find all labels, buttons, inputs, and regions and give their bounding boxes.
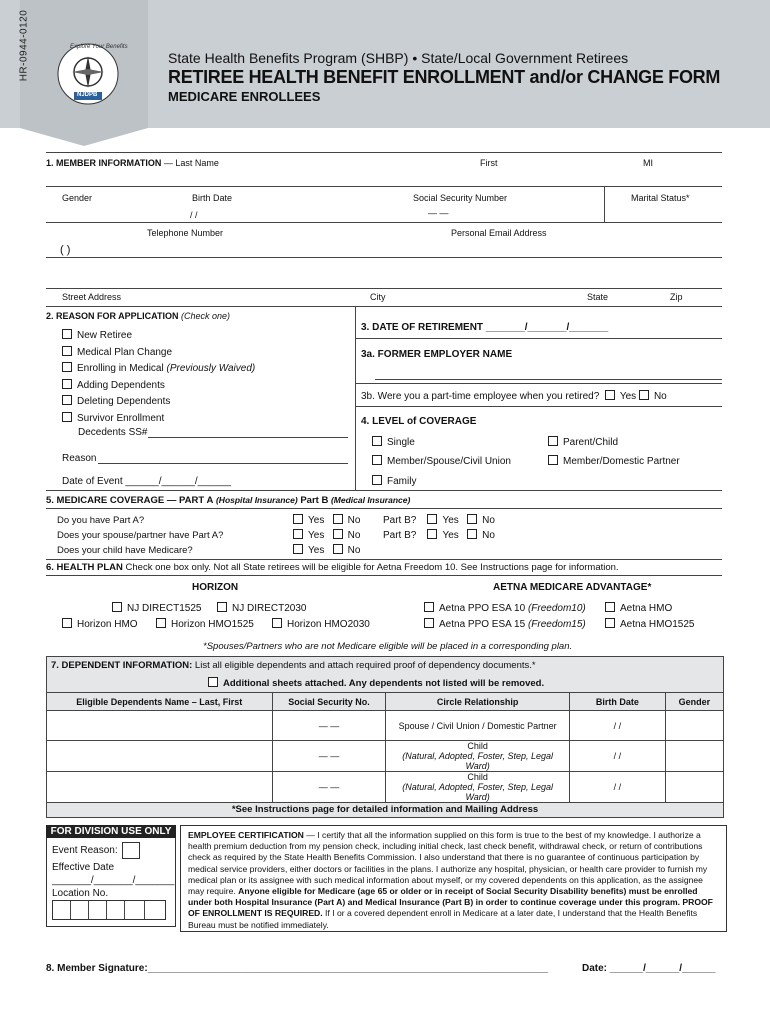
- checkbox[interactable]: [293, 514, 303, 524]
- part-time-question: 3b. Were you a part-time employee when you retired? Yes No: [361, 391, 667, 402]
- col-gender: Gender: [665, 693, 723, 711]
- horizon-heading: HORIZON: [192, 582, 239, 593]
- reason-adding[interactable]: Adding Dependents: [62, 379, 165, 391]
- checkbox[interactable]: [62, 346, 72, 356]
- s6-heading: 6. HEALTH PLAN Check one box only. Not all State retirees will be eligible for Aetna Freedom 10. See Instructions page for information.: [46, 562, 619, 573]
- checkbox[interactable]: [424, 618, 434, 628]
- ssn-label: Social Security Number: [413, 193, 508, 203]
- plan-aetna-ppo15[interactable]: Aetna PPO ESA 15 (Freedom15): [424, 618, 586, 630]
- checkbox[interactable]: [372, 436, 382, 446]
- s2-heading-wrap: [46, 311, 230, 321]
- col-relationship: Circle Relationship: [386, 693, 570, 711]
- checkbox[interactable]: [62, 329, 72, 339]
- checkbox[interactable]: [333, 544, 343, 554]
- reason-new-retiree[interactable]: New Retiree: [62, 329, 132, 341]
- signature-date[interactable]: Date: ______/______/______: [582, 963, 716, 974]
- checkbox[interactable]: [293, 529, 303, 539]
- coverage-single[interactable]: Single: [372, 436, 415, 448]
- checkbox[interactable]: [156, 618, 166, 628]
- aetna-heading: AETNA MEDICARE ADVANTAGE*: [493, 582, 652, 593]
- plan-horizon-hmo2030[interactable]: Horizon HMO2030: [272, 618, 370, 630]
- telephone-label: Telephone Number: [147, 228, 224, 238]
- coverage-family[interactable]: Family: [372, 475, 416, 487]
- birth-date-field[interactable]: / /: [190, 210, 198, 220]
- checkbox[interactable]: [62, 362, 72, 372]
- former-employer-label: 3a. FORMER EMPLOYER NAME: [361, 349, 513, 360]
- event-reason-label: Event Reason:: [52, 845, 118, 856]
- checkbox[interactable]: [372, 475, 382, 485]
- checkbox[interactable]: [372, 455, 382, 465]
- reason-plan-change[interactable]: Medical Plan Change: [62, 346, 172, 358]
- q1-yes-no[interactable]: Yes No: [293, 514, 360, 526]
- reason-survivor[interactable]: Survivor Enrollment: [62, 412, 164, 424]
- birth-date-label: Birth Date: [192, 193, 233, 203]
- plan-nj-direct2030[interactable]: NJ DIRECT2030: [217, 602, 306, 614]
- q-spouse-part-a: Does your spouse/partner have Part A?: [57, 530, 224, 541]
- reason-enrolling[interactable]: Enrolling in Medical (Previously Waived): [62, 362, 255, 374]
- s2-heading: 2. REASON FOR APPLICATION: [46, 311, 179, 321]
- plan-horizon-hmo1525[interactable]: Horizon HMO1525: [156, 618, 254, 630]
- form-subtitle: MEDICARE ENROLLEES: [168, 89, 321, 104]
- plan-aetna-ppo10[interactable]: Aetna PPO ESA 10 (Freedom10): [424, 602, 586, 614]
- plan-aetna-hmo[interactable]: Aetna HMO: [605, 602, 672, 614]
- checkbox[interactable]: [548, 436, 558, 446]
- checkbox[interactable]: [62, 618, 72, 628]
- checkbox[interactable]: [333, 514, 343, 524]
- event-reason-box[interactable]: [122, 842, 140, 859]
- checkbox[interactable]: [62, 395, 72, 405]
- s7-heading: 7. DEPENDENT INFORMATION: List all eligible dependents and attach required proof of dependency documents.*: [51, 660, 536, 671]
- checkbox[interactable]: [272, 618, 282, 628]
- program-line: State Health Benefits Program (SHBP) • State/Local Government Retirees: [168, 50, 629, 66]
- additional-sheets[interactable]: Additional sheets attached. Any dependents not listed will be removed.: [208, 677, 544, 689]
- check-one: (Check one): [181, 311, 231, 321]
- form-number: HR-0944-0120: [18, 9, 30, 82]
- checkbox[interactable]: [208, 677, 218, 687]
- checkbox[interactable]: [427, 514, 437, 524]
- table-row[interactable]: — — Child (Natural, Adopted, Foster, Step, Legal Ward) / /: [47, 741, 724, 772]
- signature-line[interactable]: 8. Member Signature:________________________________________________________________________: [46, 963, 549, 974]
- checkbox[interactable]: [333, 529, 343, 539]
- city-label: City: [370, 292, 386, 302]
- checkbox[interactable]: [62, 379, 72, 389]
- date-of-retirement[interactable]: 3. DATE OF RETIREMENT _______/_______/_______: [361, 322, 609, 333]
- date-of-event[interactable]: Date of Event ______/______/______: [62, 476, 232, 487]
- col-name: Eligible Dependents Name – Last, First: [47, 693, 273, 711]
- marital-label: Marital Status*: [631, 193, 690, 203]
- table-row[interactable]: — — Child (Natural, Adopted, Foster, Step, Legal Ward) / /: [47, 772, 724, 803]
- decedents-label: Decedents SS#: [78, 427, 148, 438]
- last-name-label: — Last Name: [163, 158, 219, 168]
- logo-badge: NJDPB: [77, 92, 98, 98]
- checkbox[interactable]: [293, 544, 303, 554]
- state-label: State: [587, 292, 609, 302]
- street-label: Street Address: [62, 292, 122, 302]
- telephone-field[interactable]: ( ): [60, 244, 71, 256]
- checkbox[interactable]: [112, 602, 122, 612]
- coverage-domestic[interactable]: Member/Domestic Partner: [548, 455, 680, 467]
- plan-aetna-hmo1525[interactable]: Aetna HMO1525: [605, 618, 695, 630]
- division-heading: FOR DIVISION USE ONLY: [46, 825, 176, 838]
- location-box[interactable]: [52, 900, 166, 920]
- checkbox[interactable]: [467, 514, 477, 524]
- effective-date-label: Effective Date: [52, 862, 115, 873]
- checkbox[interactable]: [62, 412, 72, 422]
- q-child-medicare: Does your child have Medicare?: [57, 545, 193, 556]
- col-birth: Birth Date: [569, 693, 665, 711]
- location-label: Location No.: [52, 888, 109, 899]
- certification-text: EMPLOYEE CERTIFICATION — I certify that all the information supplied on this form is true to the best of my knowledge. I authorize a health premium deduction from my pension check, including initial check, last check benefit, withdrawal check, or return of contributions check as required by the State Health Benefits Commission. I also understand that there is no guarantee of continuous participation by medical service providers, either doctors or facilities in the plans. I authorize any hospital, physician, or health care provider to furnish my medical plan or its assignee with such medical information about myself, or my covered dependents on this application, as the assignee may require. Anyone eligible for Medicare (age 65 or older or in receipt of Social Security Disability benefits) must be enrolled under both Hospital Insurance (Part A) and Medical Insurance (Part B) in order to continue coverage under this program. PROOF OF ENROLLMENT IS REQUIRED. If I or a covered dependent enroll in Medicare at a later date, I understand that the Health Benefits Bureau must be notified immediately.: [188, 830, 713, 930]
- s1-heading-wrap: [46, 158, 219, 168]
- form-title: RETIREE HEALTH BENEFIT ENROLLMENT and/or CHANGE FORM: [168, 67, 721, 87]
- col-ssn: Social Security No.: [272, 693, 386, 711]
- gender-label: Gender: [62, 193, 93, 203]
- coverage-spouse[interactable]: Member/Spouse/Civil Union: [372, 455, 511, 467]
- checkbox[interactable]: [605, 618, 615, 628]
- checkbox[interactable]: [605, 602, 615, 612]
- coverage-parent-child[interactable]: Parent/Child: [548, 436, 618, 448]
- q1-part-b[interactable]: Part B? Yes No: [383, 515, 495, 526]
- q-part-a: Do you have Part A?: [57, 515, 145, 526]
- mi-label: MI: [643, 158, 653, 168]
- q2-part-b[interactable]: Part B? Yes No: [383, 530, 495, 541]
- reason-deleting[interactable]: Deleting Dependents: [62, 395, 170, 407]
- table-row[interactable]: — — Spouse / Civil Union / Domestic Partner / /: [47, 711, 724, 741]
- checkbox[interactable]: [467, 529, 477, 539]
- checkbox[interactable]: [217, 602, 227, 612]
- plan-horizon-hmo[interactable]: Horizon HMO: [62, 618, 138, 630]
- reason-label: Reason: [62, 453, 97, 464]
- first-name-label: First: [480, 158, 498, 168]
- checkbox[interactable]: [548, 455, 558, 465]
- q2-yes-no[interactable]: Yes No: [293, 529, 360, 541]
- checkbox[interactable]: [424, 602, 434, 612]
- level-coverage-heading: 4. LEVEL of COVERAGE: [361, 416, 477, 427]
- instructions-note: *See Instructions page for detailed information and Mailing Address: [231, 804, 539, 815]
- effective-date-field[interactable]: _______/_______/_______: [52, 875, 175, 886]
- s1-heading: 1. MEMBER INFORMATION: [46, 158, 162, 168]
- zip-label: Zip: [670, 292, 683, 302]
- ssn-field[interactable]: — —: [428, 208, 449, 218]
- no-checkbox[interactable]: [639, 390, 649, 400]
- plan-nj-direct1525[interactable]: NJ DIRECT1525: [112, 602, 201, 614]
- q3-yes-no[interactable]: Yes No: [293, 544, 360, 556]
- email-label: Personal Email Address: [451, 228, 547, 238]
- checkbox[interactable]: [427, 529, 437, 539]
- plan-note: *Spouses/Partners who are not Medicare eligible will be placed in a corresponding plan.: [203, 641, 573, 652]
- s5-heading: 5. MEDICARE COVERAGE — PART A (Hospital Insurance) Part B (Medical Insurance): [46, 495, 411, 506]
- logo-text: Explore Your Benefits: [70, 44, 128, 50]
- dependents-table: [46, 692, 724, 803]
- yes-checkbox[interactable]: [605, 390, 615, 400]
